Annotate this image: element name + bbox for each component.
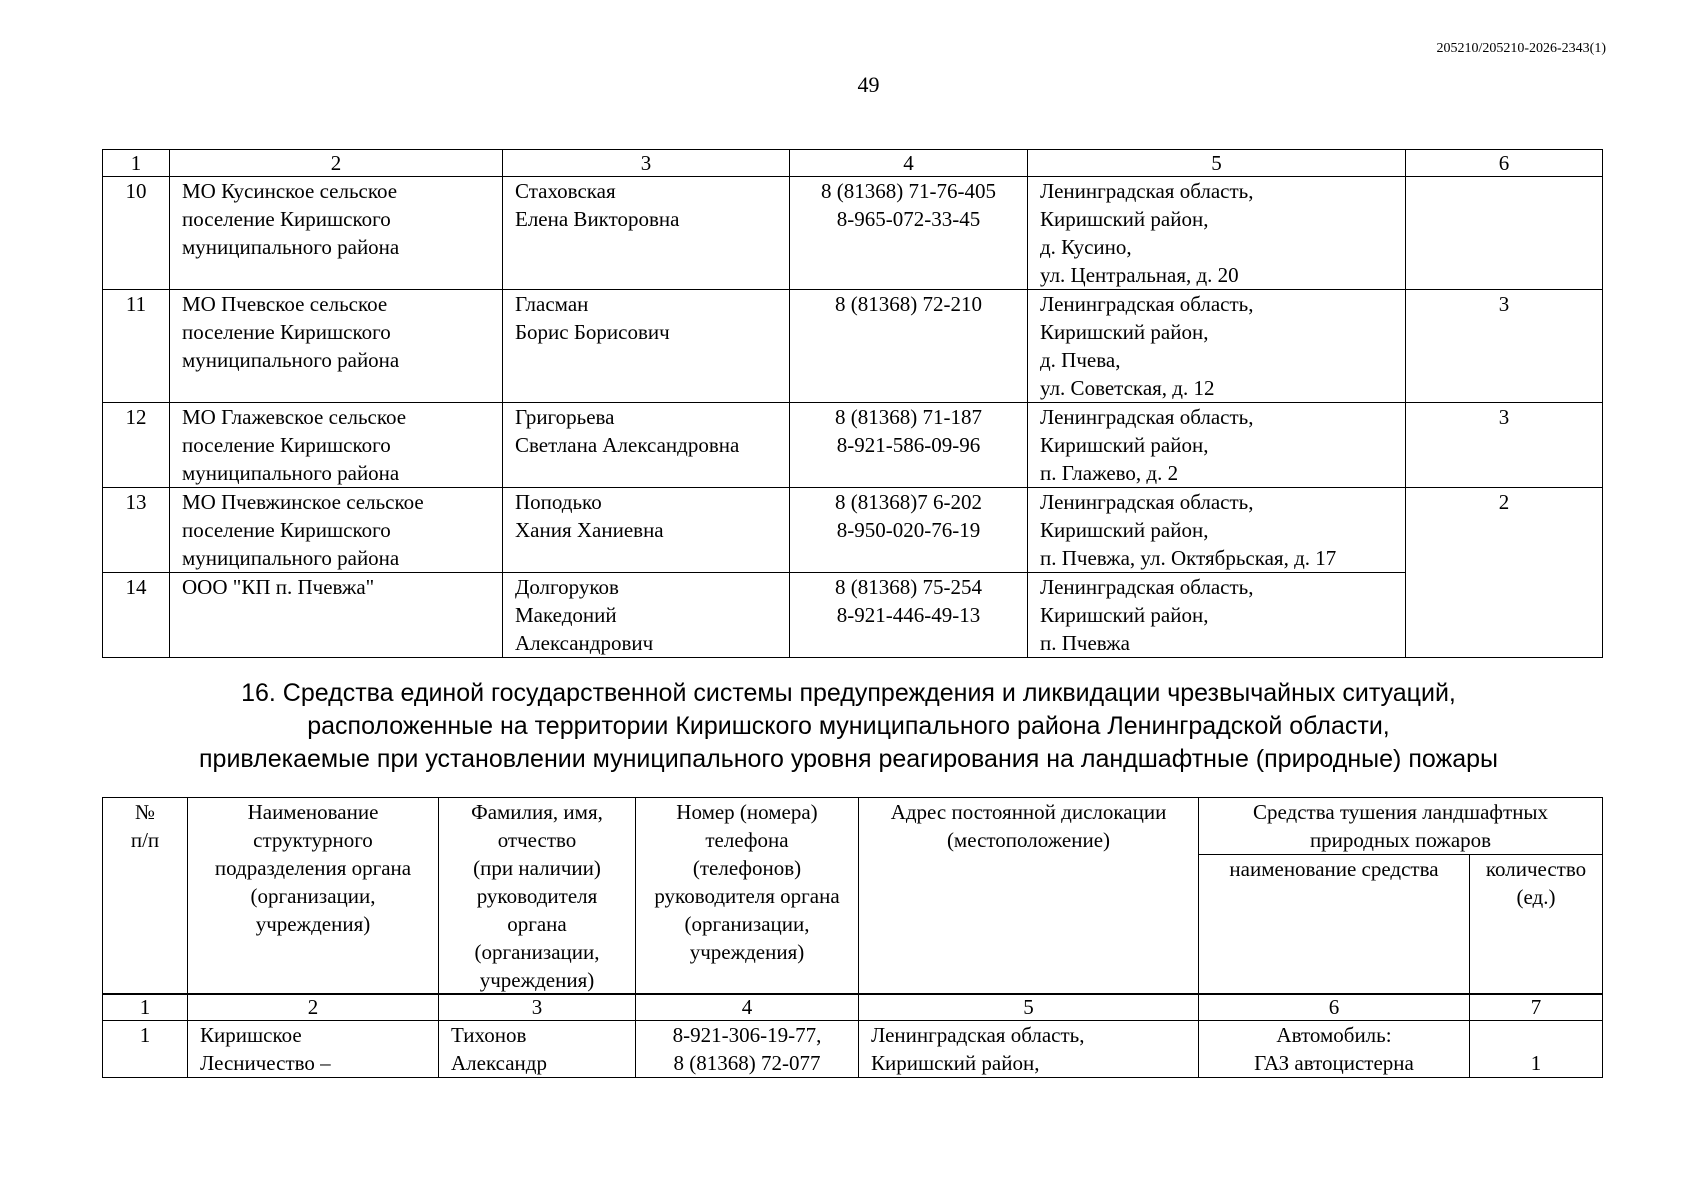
text-line: Македоний	[515, 603, 617, 627]
text-line: (организации,	[684, 912, 810, 936]
cell-phone	[790, 290, 1028, 403]
text-line: 8-965-072-33-45	[836, 207, 981, 231]
cell-phone	[790, 488, 1028, 573]
row-number: 1	[103, 1021, 188, 1078]
text-line: муниципального района	[182, 461, 400, 485]
column-number-row	[103, 994, 1603, 1021]
column-number: 7	[1470, 994, 1603, 1021]
page-number: 49	[857, 72, 880, 97]
text-line: поселение Киришского	[182, 207, 391, 231]
text-line: ул. Центральная, д. 20	[1040, 263, 1239, 287]
text-line: (телефонов)	[692, 856, 802, 880]
text-line: количество	[1485, 857, 1587, 881]
table-row	[103, 573, 1603, 658]
cell-organization	[170, 403, 503, 488]
text-line: д. Кусино,	[1040, 235, 1132, 259]
text-line: 8 (81368) 75-254	[835, 575, 982, 599]
text-line: учреждения)	[255, 912, 371, 936]
column-number: 3	[439, 994, 636, 1021]
cell-address	[1028, 573, 1406, 658]
text-line: органа	[507, 912, 567, 936]
cell-organization	[170, 290, 503, 403]
column-number: 6	[1199, 994, 1470, 1021]
column-number: 2	[188, 994, 439, 1021]
text-line: Средства тушения ландшафтных	[1252, 800, 1549, 824]
text-line: 8 (81368) 71-187	[835, 405, 982, 429]
means-table-header	[102, 797, 1603, 995]
text-line: Гласман	[515, 292, 589, 316]
text-line: ГАЗ автоцистерна	[1254, 1051, 1414, 1075]
text-line: Киришское	[200, 1023, 302, 1047]
text-line: п/п	[130, 828, 160, 852]
section-title-line: расположенные на территории Киришского муниципального района Ленинградской области,	[307, 712, 1390, 740]
cell-qty: 2	[1406, 488, 1603, 658]
text-line: Тихонов	[451, 1023, 527, 1047]
text-line: руководителя органа	[654, 884, 840, 908]
text-line: Ленинградская область,	[1040, 405, 1254, 429]
column-number: 3	[503, 150, 790, 177]
cell-organization	[170, 573, 503, 658]
column-number: 5	[1028, 150, 1406, 177]
text-line: п. Пчевжа	[1040, 631, 1130, 655]
column-header-means	[1199, 798, 1603, 855]
text-line: учреждения)	[689, 940, 805, 964]
column-number: 2	[170, 150, 503, 177]
text-line: природных пожаров	[1309, 828, 1492, 852]
cell-fio	[439, 1021, 636, 1078]
text-line: 8-921-586-09-96	[836, 433, 981, 457]
text-line: №	[134, 800, 156, 824]
text-line: Киришский район,	[1040, 518, 1209, 542]
text-line: учреждения)	[479, 968, 595, 992]
cell-address	[1028, 488, 1406, 573]
row-number: 10	[103, 177, 170, 290]
table-row	[103, 1021, 1603, 1078]
cell-phone	[636, 1021, 859, 1078]
text-line: Борис Борисович	[515, 320, 670, 344]
text-line: Ленинградская область,	[1040, 179, 1254, 203]
text-line: Ленинградская область,	[1040, 575, 1254, 599]
text-line: поселение Киришского	[182, 433, 391, 457]
means-table-body	[102, 993, 1603, 1078]
text-line: 8 (81368) 72-077	[673, 1051, 821, 1075]
text-line: (ед.)	[1516, 885, 1556, 909]
table-row	[103, 488, 1603, 573]
text-line: структурного	[253, 828, 373, 852]
text-line: ООО "КП п. Пчевжа"	[182, 575, 375, 599]
table-row	[103, 290, 1603, 403]
cell-means	[1199, 1021, 1470, 1078]
text-line: Елена Викторовна	[515, 207, 680, 231]
section-title-line: 16. Средства единой государственной системы предупреждения и ликвидации чрезвычайных ситуаций,	[241, 679, 1456, 707]
cell-address	[859, 1021, 1199, 1078]
text-line: Александрович	[515, 631, 654, 655]
cell-qty: 3	[1406, 290, 1603, 403]
contacts-table	[102, 149, 1603, 658]
text-line: п. Пчевжа, ул. Октябрьская, д. 17	[1040, 546, 1337, 570]
cell-qty: 1	[1470, 1021, 1603, 1078]
cell-head	[503, 403, 790, 488]
text-line: МО Пчевжинское сельское	[182, 490, 424, 514]
cell-address	[1028, 403, 1406, 488]
text-line: Долгоруков	[515, 575, 619, 599]
text-line: наименование средства	[1229, 857, 1439, 881]
text-line: Ленинградская область,	[1040, 490, 1254, 514]
text-line: Автомобиль:	[1276, 1023, 1392, 1047]
cell-phone	[790, 177, 1028, 290]
cell-phone	[790, 403, 1028, 488]
text-line: МО Кусинское сельское	[182, 179, 398, 203]
text-line: Киришский район,	[1040, 320, 1209, 344]
text-line: МО Глажевское сельское	[182, 405, 407, 429]
text-line: 8-950-020-76-19	[836, 518, 981, 542]
column-header-means-qty	[1470, 855, 1603, 995]
text-line: муниципального района	[182, 235, 400, 259]
column-header-phone	[636, 798, 859, 995]
column-number-row	[103, 150, 1603, 177]
text-line: (местоположение)	[946, 828, 1111, 852]
cell-qty	[1406, 177, 1603, 290]
cell-address	[1028, 290, 1406, 403]
column-number: 4	[790, 150, 1028, 177]
text-line: Фамилия, имя,	[471, 800, 603, 824]
text-line: Наименование	[247, 800, 379, 824]
text-line: Ленинградская область,	[1040, 292, 1254, 316]
text-line: руководителя	[476, 884, 598, 908]
text-line: Григорьева	[515, 405, 615, 429]
text-line: Лесничество –	[200, 1051, 331, 1075]
text-line: Стаховская	[515, 179, 616, 203]
cell-head	[503, 573, 790, 658]
column-header-name	[188, 798, 439, 995]
column-number: 6	[1406, 150, 1603, 177]
column-header-number	[103, 798, 188, 995]
text-line: 8 (81368) 71-76-405	[821, 179, 996, 203]
row-number: 11	[103, 290, 170, 403]
row-number: 13	[103, 488, 170, 573]
text-line: МО Пчевское сельское	[182, 292, 388, 316]
document-id: 205210/205210-2026-2343(1)	[1436, 41, 1606, 56]
text-line: ул. Советская, д. 12	[1040, 376, 1215, 400]
text-line: Киришский район,	[1040, 603, 1209, 627]
cell-head	[503, 177, 790, 290]
cell-head	[503, 290, 790, 403]
text-line: отчество	[497, 828, 577, 852]
text-line: 8-921-306-19-77,	[672, 1023, 822, 1047]
row-number: 14	[103, 573, 170, 658]
text-line: муниципального района	[182, 348, 400, 372]
column-number: 1	[103, 150, 170, 177]
text-line: Ленинградская область,	[871, 1023, 1085, 1047]
text-line: Хания Ханиевна	[515, 518, 664, 542]
text-line: Адрес постоянной дислокации	[890, 800, 1167, 824]
text-line: 8 (81368)7 6-202	[835, 490, 982, 514]
text-line: Киришский район,	[1040, 433, 1209, 457]
text-line: 8 (81368) 72-210	[835, 292, 982, 316]
cell-head	[503, 488, 790, 573]
text-line: муниципального района	[182, 546, 400, 570]
text-line: поселение Киришского	[182, 320, 391, 344]
column-header-means-name	[1199, 855, 1470, 995]
text-line: п. Глажево, д. 2	[1040, 461, 1179, 485]
text-line: д. Пчева,	[1040, 348, 1121, 372]
text-line: поселение Киришского	[182, 518, 391, 542]
column-number: 1	[103, 994, 188, 1021]
cell-phone	[790, 573, 1028, 658]
row-number: 12	[103, 403, 170, 488]
cell-qty: 3	[1406, 403, 1603, 488]
table-row	[103, 177, 1603, 290]
column-number: 5	[859, 994, 1199, 1021]
text-line: Киришский район,	[871, 1051, 1040, 1075]
cell-organization	[170, 177, 503, 290]
text-line: Александр	[451, 1051, 547, 1075]
cell-address	[1028, 177, 1406, 290]
cell-name	[188, 1021, 439, 1078]
column-number: 4	[636, 994, 859, 1021]
text-line: (организации,	[250, 884, 376, 908]
text-line: Светлана Александровна	[515, 433, 740, 457]
column-header-fio	[439, 798, 636, 995]
section-title	[0, 677, 1697, 776]
text-line: Номер (номера)	[676, 800, 818, 824]
text-line: Киришский район,	[1040, 207, 1209, 231]
column-header-address	[859, 798, 1199, 995]
text-line: Поподько	[515, 490, 602, 514]
cell-organization	[170, 488, 503, 573]
text-line: подразделения органа	[214, 856, 412, 880]
text-line: телефона	[705, 828, 789, 852]
text-line: (организации,	[474, 940, 600, 964]
text-line: (при наличии)	[473, 856, 601, 880]
text-line: 8-921-446-49-13	[836, 603, 981, 627]
section-title-line: привлекаемые при установлении муниципального уровня реагирования на ландшафтные (природные) пожары	[199, 745, 1498, 773]
table-row	[103, 403, 1603, 488]
